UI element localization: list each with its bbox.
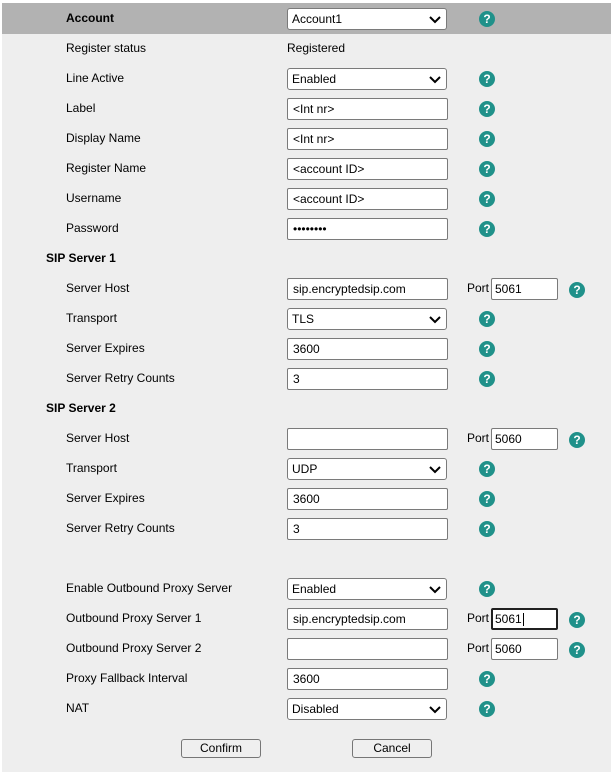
help-icon[interactable]: ? bbox=[479, 371, 495, 387]
help-icon[interactable]: ? bbox=[479, 701, 495, 717]
nat-label: NAT bbox=[66, 701, 90, 715]
chevron-down-icon bbox=[429, 586, 441, 594]
help-icon[interactable]: ? bbox=[479, 11, 495, 27]
username-label: Username bbox=[66, 191, 122, 205]
help-icon[interactable]: ? bbox=[569, 642, 585, 658]
sip2-transport-select[interactable] bbox=[287, 458, 447, 480]
chevron-down-icon bbox=[429, 76, 441, 84]
line-active-value: Enabled bbox=[292, 72, 337, 86]
sip1-retry-counts-input[interactable]: 3 bbox=[287, 368, 448, 390]
outbound-proxy-1-port-input[interactable] bbox=[491, 608, 558, 630]
sip2-server-expires-input[interactable]: 3600 bbox=[287, 488, 448, 510]
account-select-value: Account1 bbox=[292, 12, 343, 26]
outbound-proxy-2-input[interactable] bbox=[287, 638, 448, 660]
help-icon[interactable]: ? bbox=[479, 581, 495, 597]
display-name-label: Display Name bbox=[66, 131, 141, 145]
sip1-server-host-input[interactable]: sip.encryptedsip.com bbox=[287, 278, 448, 300]
proxy-fallback-interval-label: Proxy Fallback Interval bbox=[66, 671, 188, 685]
help-icon[interactable]: ? bbox=[479, 461, 495, 477]
sip-server-2-heading: SIP Server 2 bbox=[46, 401, 116, 415]
sip-server-1-heading: SIP Server 1 bbox=[46, 251, 116, 265]
password-input[interactable]: •••••••• bbox=[287, 218, 448, 240]
help-icon[interactable]: ? bbox=[479, 671, 495, 687]
account-label: Account bbox=[66, 11, 114, 25]
sip2-server-expires-label: Server Expires bbox=[66, 491, 145, 505]
outbound-proxy-1-port-label: Port bbox=[467, 611, 490, 625]
help-icon[interactable]: ? bbox=[479, 311, 495, 327]
sip1-port-input[interactable]: 5061 bbox=[491, 278, 558, 300]
line-active-select[interactable] bbox=[287, 68, 447, 90]
help-icon[interactable]: ? bbox=[569, 282, 585, 298]
help-icon[interactable]: ? bbox=[569, 432, 585, 448]
help-icon[interactable]: ? bbox=[479, 131, 495, 147]
sip1-port-label: Port bbox=[467, 281, 490, 295]
sip1-retry-counts-label: Server Retry Counts bbox=[66, 371, 175, 385]
nat-value: Disabled bbox=[292, 702, 339, 716]
sip2-server-host-input[interactable] bbox=[287, 428, 448, 450]
help-icon[interactable]: ? bbox=[479, 341, 495, 357]
help-icon[interactable]: ? bbox=[479, 191, 495, 207]
help-icon[interactable]: ? bbox=[479, 101, 495, 117]
help-icon[interactable]: ? bbox=[479, 521, 495, 537]
sip1-server-expires-label: Server Expires bbox=[66, 341, 145, 355]
outbound-proxy-1-port-value: 5061 bbox=[495, 612, 522, 626]
sip1-transport-value: TLS bbox=[292, 312, 315, 326]
help-icon[interactable]: ? bbox=[479, 221, 495, 237]
label-input[interactable]: <Int nr> bbox=[287, 98, 448, 120]
chevron-down-icon bbox=[429, 706, 441, 714]
outbound-proxy-2-port-label: Port bbox=[467, 641, 490, 655]
register-name-label: Register Name bbox=[66, 161, 147, 175]
sip1-server-host-label: Server Host bbox=[66, 281, 130, 295]
help-icon[interactable]: ? bbox=[479, 71, 495, 87]
sip2-transport-value: UDP bbox=[292, 462, 318, 476]
enable-outbound-proxy-label: Enable Outbound Proxy Server bbox=[66, 581, 233, 595]
enable-outbound-proxy-value: Enabled bbox=[292, 582, 337, 596]
sip2-server-host-label: Server Host bbox=[66, 431, 130, 445]
username-input[interactable]: <account ID> bbox=[287, 188, 448, 210]
confirm-button[interactable]: Confirm bbox=[181, 739, 261, 758]
line-active-label: Line Active bbox=[66, 71, 125, 85]
sip2-retry-counts-input[interactable]: 3 bbox=[287, 518, 448, 540]
display-name-input[interactable]: <Int nr> bbox=[287, 128, 448, 150]
label-field-label: Label bbox=[66, 101, 96, 115]
outbound-proxy-2-port-input[interactable]: 5060 bbox=[491, 638, 558, 660]
chevron-down-icon bbox=[429, 316, 441, 324]
register-name-input[interactable]: <account ID> bbox=[287, 158, 448, 180]
sip1-transport-label: Transport bbox=[66, 311, 117, 325]
help-icon[interactable]: ? bbox=[569, 612, 585, 628]
sip2-port-label: Port bbox=[467, 431, 490, 445]
sip2-transport-label: Transport bbox=[66, 461, 117, 475]
outbound-proxy-1-input[interactable]: sip.encryptedsip.com bbox=[287, 608, 448, 630]
account-select[interactable] bbox=[287, 8, 447, 30]
proxy-fallback-interval-input[interactable]: 3600 bbox=[287, 668, 448, 690]
help-icon[interactable]: ? bbox=[479, 491, 495, 507]
outbound-proxy-1-label: Outbound Proxy Server 1 bbox=[66, 611, 202, 625]
sip1-transport-select[interactable] bbox=[287, 308, 447, 330]
nat-select[interactable] bbox=[287, 698, 447, 720]
outbound-proxy-2-label: Outbound Proxy Server 2 bbox=[66, 641, 202, 655]
cancel-button[interactable]: Cancel bbox=[352, 739, 432, 758]
sip2-port-input[interactable]: 5060 bbox=[491, 428, 558, 450]
text-caret bbox=[523, 613, 524, 626]
help-icon[interactable]: ? bbox=[479, 161, 495, 177]
sip1-server-expires-input[interactable]: 3600 bbox=[287, 338, 448, 360]
enable-outbound-proxy-select[interactable] bbox=[287, 578, 447, 600]
password-label: Password bbox=[66, 221, 119, 235]
sip2-retry-counts-label: Server Retry Counts bbox=[66, 521, 175, 535]
chevron-down-icon bbox=[429, 466, 441, 474]
register-status-label: Register status bbox=[66, 41, 147, 55]
chevron-down-icon bbox=[429, 16, 441, 24]
register-status-value: Registered bbox=[287, 41, 346, 55]
